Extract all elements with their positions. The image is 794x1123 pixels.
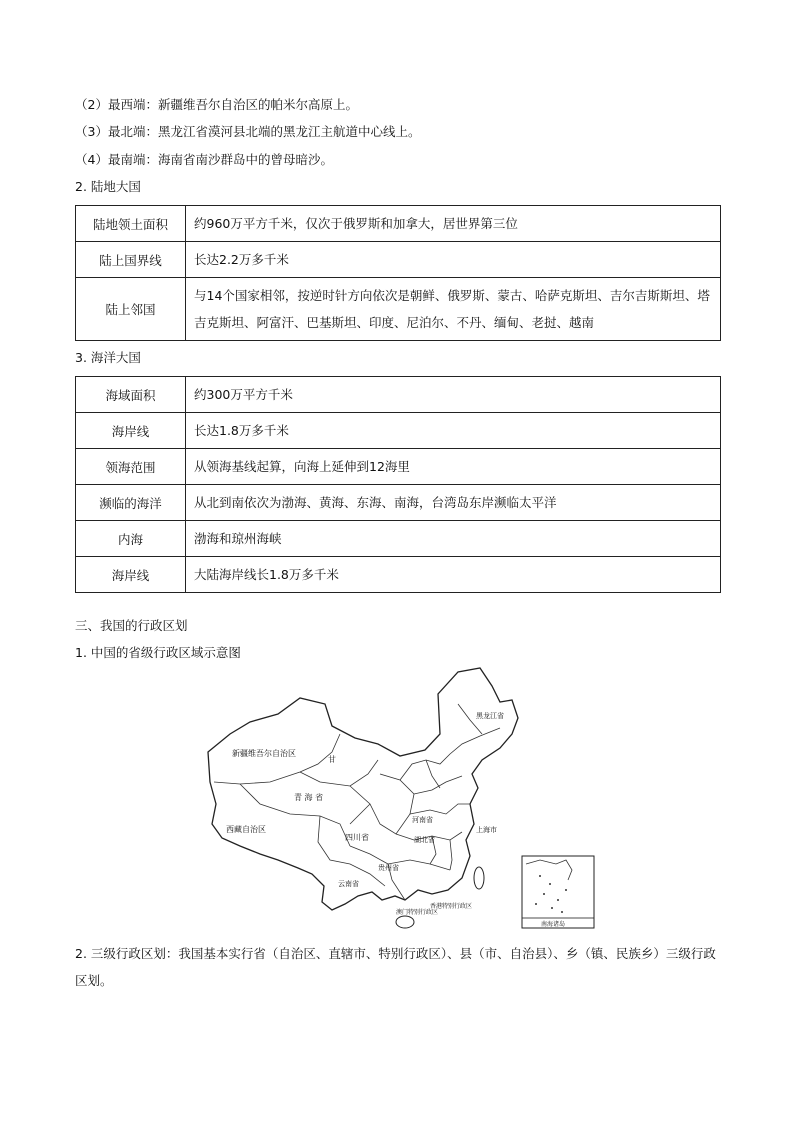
sea-value: 约300万平方千米 — [186, 377, 721, 413]
sea-key: 内海 — [76, 521, 186, 557]
map-label-gansu: 甘 — [328, 755, 336, 764]
land-value: 约960万平方千米，仅次于俄罗斯和加拿大，居世界第三位 — [186, 206, 721, 242]
land-key: 陆上邻国 — [76, 278, 186, 341]
admin-heading: 三、我国的行政区划 — [75, 618, 188, 633]
land-value: 与14个国家相邻，按逆时针方向依次是朝鲜、俄罗斯、蒙古、哈萨克斯坦、吉尔吉斯斯坦、塔吉克斯坦、阿富汗、巴基斯坦、印度、尼泊尔、不丹、缅甸、老挝、越南 — [186, 278, 721, 341]
table-row — [76, 413, 721, 449]
china-outline — [208, 668, 518, 910]
land-table — [75, 205, 721, 341]
sea-heading: 3. 海洋大国 — [75, 350, 141, 365]
table-row — [76, 449, 721, 485]
map-label-qinghai: 青 海 省 — [294, 793, 324, 802]
sea-key: 濒临的海洋 — [76, 485, 186, 521]
admin-three-levels-text: 2. 三级行政区划：我国基本实行省（自治区、直辖市、特别行政区）、县（市、自治县）、乡（镇、民族乡）三级行政区划。 — [75, 946, 716, 988]
sea-value: 从领海基线起算，向海上延伸到12海里 — [186, 449, 721, 485]
land-heading: 2. 陆地大国 — [75, 179, 141, 194]
table-row — [76, 485, 721, 521]
land-value: 长达2.2万多千米 — [186, 242, 721, 278]
sea-key: 海岸线 — [76, 413, 186, 449]
sea-value: 从北到南依次为渤海、黄海、东海、南海，台湾岛东岸濒临太平洋 — [186, 485, 721, 521]
nanhai-inset — [522, 856, 594, 928]
sea-value: 长达1.8万多千米 — [186, 413, 721, 449]
map-label-hk: 香港特别行政区 — [430, 903, 473, 910]
sea-key: 海域面积 — [76, 377, 186, 413]
table-row — [76, 206, 721, 242]
extreme-south-text: （4）最南端：海南省南沙群岛中的曾母暗沙。 — [75, 152, 333, 167]
table-row — [76, 557, 721, 593]
map-label-hubei: 湖北省 — [414, 836, 435, 844]
extreme-west-text: （2）最西端：新疆维吾尔自治区的帕米尔高原上。 — [75, 97, 358, 112]
map-label-heilongjiang: 黑龙江省 — [476, 712, 504, 720]
table-row — [76, 521, 721, 557]
land-key: 陆地领土面积 — [76, 206, 186, 242]
sea-key: 领海范围 — [76, 449, 186, 485]
map-label-henan: 河南省 — [412, 816, 433, 824]
taiwan-island — [474, 867, 484, 889]
sea-value: 大陆海岸线长1.8万多千米 — [186, 557, 721, 593]
map-label-xinjiang: 新疆维吾尔自治区 — [232, 749, 296, 758]
extreme-north-text: （3）最北端：黑龙江省漠河县北端的黑龙江主航道中心线上。 — [75, 124, 421, 139]
china-province-map — [200, 664, 600, 934]
sea-value: 渤海和琼州海峡 — [186, 521, 721, 557]
province-borders — [214, 704, 500, 900]
table-row — [76, 377, 721, 413]
sea-key: 海岸线 — [76, 557, 186, 593]
map-label-sichuan: 四川省 — [345, 833, 369, 842]
map-label-yunnan: 云南省 — [338, 880, 359, 888]
hainan-island — [396, 916, 414, 928]
map-label-macau: 澳门特别行政区 — [396, 909, 439, 916]
map-label-xizang: 西藏自治区 — [226, 825, 266, 834]
table-row — [76, 242, 721, 278]
map-label-nanhai: 南海诸岛 — [541, 921, 566, 928]
sea-table — [75, 376, 721, 593]
map-label-guizhou: 贵州省 — [378, 864, 399, 872]
map-label-shanghai: 上海市 — [476, 826, 497, 834]
table-row — [76, 278, 721, 341]
admin-subheading-map: 1. 中国的省级行政区域示意图 — [75, 645, 241, 660]
land-key: 陆上国界线 — [76, 242, 186, 278]
